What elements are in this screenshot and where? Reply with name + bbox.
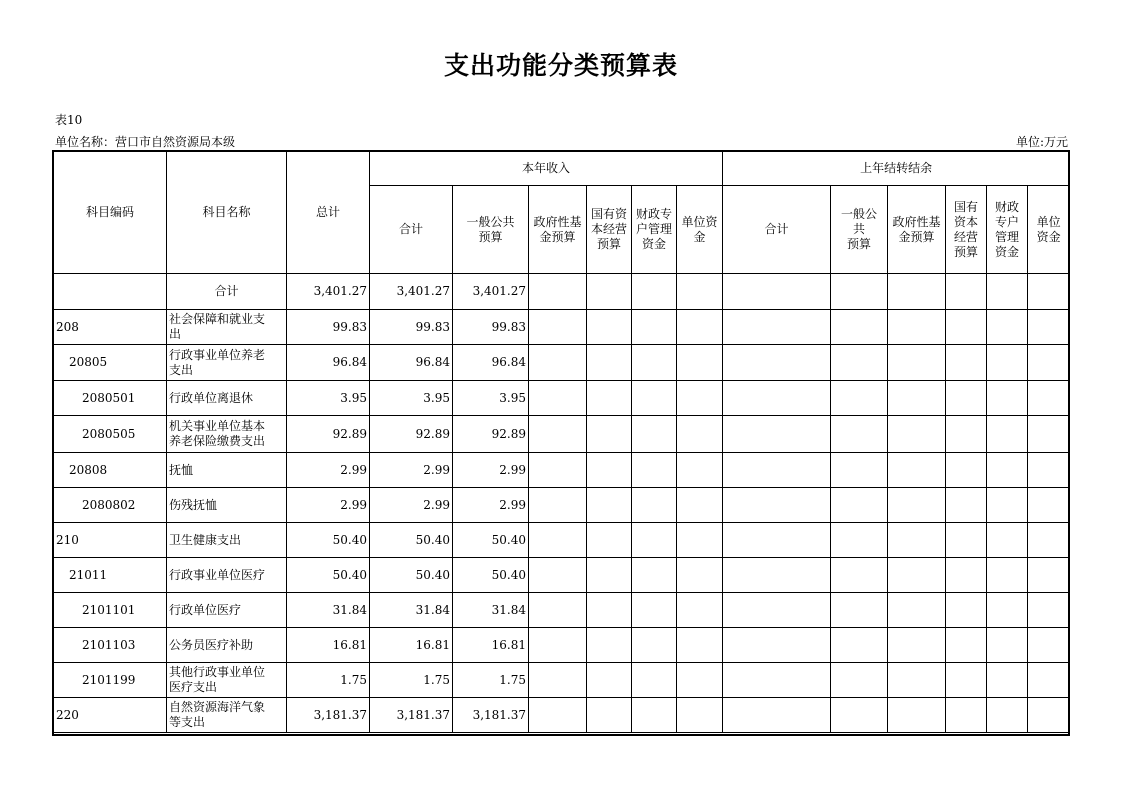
row-code: 2080501 bbox=[54, 381, 167, 416]
row-empty-cell bbox=[587, 593, 632, 628]
row-empty-cell bbox=[831, 593, 888, 628]
row-empty-cell bbox=[888, 558, 946, 593]
row-empty-cell bbox=[831, 381, 888, 416]
row-total: 3,401.27 bbox=[287, 274, 370, 310]
row-code bbox=[54, 274, 167, 310]
row-empty-cell bbox=[831, 558, 888, 593]
row-empty-cell bbox=[587, 523, 632, 558]
row-empty-cell bbox=[529, 345, 587, 381]
row-empty-cell bbox=[888, 593, 946, 628]
row-empty-cell bbox=[632, 593, 677, 628]
row-cy-total: 3,401.27 bbox=[370, 274, 453, 310]
row-empty-cell bbox=[723, 310, 831, 345]
header-cy-4: 财政专 户管理 资金 bbox=[632, 186, 677, 274]
row-empty-cell bbox=[587, 381, 632, 416]
row-empty-cell bbox=[1028, 628, 1070, 663]
header-co-3: 国有 资本 经营 预算 bbox=[946, 186, 987, 274]
header-co-0: 合计 bbox=[723, 186, 831, 274]
row-empty-cell bbox=[587, 453, 632, 488]
row-empty-cell bbox=[632, 523, 677, 558]
row-code: 2101103 bbox=[54, 628, 167, 663]
row-empty-cell bbox=[946, 453, 987, 488]
header-cy-1: 一般公共 预算 bbox=[453, 186, 529, 274]
row-empty-cell bbox=[529, 488, 587, 523]
row-empty-cell bbox=[888, 523, 946, 558]
row-empty-cell bbox=[946, 345, 987, 381]
row-empty-cell bbox=[831, 523, 888, 558]
header-co-2: 政府性基 金预算 bbox=[888, 186, 946, 274]
row-empty-cell bbox=[632, 310, 677, 345]
row-empty-cell bbox=[888, 274, 946, 310]
row-name: 机关事业单位基本 养老保险缴费支出 bbox=[167, 416, 287, 453]
row-total: 31.84 bbox=[287, 593, 370, 628]
row-cy-total: 96.84 bbox=[370, 345, 453, 381]
row-empty-cell bbox=[831, 310, 888, 345]
row-empty-cell bbox=[677, 628, 723, 663]
row-empty-cell bbox=[946, 628, 987, 663]
row-empty-cell bbox=[632, 663, 677, 698]
table-row bbox=[54, 416, 1070, 453]
row-empty-cell bbox=[723, 453, 831, 488]
row-empty-cell bbox=[529, 274, 587, 310]
row-empty-cell bbox=[987, 628, 1028, 663]
row-empty-cell bbox=[1028, 274, 1070, 310]
row-empty-cell bbox=[677, 381, 723, 416]
header-cy-2: 政府性基 金预算 bbox=[529, 186, 587, 274]
row-empty-cell bbox=[529, 416, 587, 453]
row-total: 1.75 bbox=[287, 663, 370, 698]
row-empty-cell bbox=[987, 416, 1028, 453]
row-empty-cell bbox=[946, 488, 987, 523]
row-empty-cell bbox=[946, 416, 987, 453]
table-row bbox=[54, 310, 1070, 345]
row-empty-cell bbox=[632, 453, 677, 488]
row-empty-cell bbox=[677, 453, 723, 488]
table-row bbox=[54, 593, 1070, 628]
row-empty-cell bbox=[587, 628, 632, 663]
row-empty-cell bbox=[946, 558, 987, 593]
row-total: 2.99 bbox=[287, 453, 370, 488]
row-empty-cell bbox=[987, 558, 1028, 593]
row-name: 行政单位医疗 bbox=[167, 593, 287, 628]
row-empty-cell bbox=[723, 593, 831, 628]
row-empty-cell bbox=[529, 558, 587, 593]
row-code: 2080505 bbox=[54, 416, 167, 453]
row-empty-cell bbox=[987, 453, 1028, 488]
row-total: 16.81 bbox=[287, 628, 370, 663]
row-name: 行政单位离退休 bbox=[167, 381, 287, 416]
row-name: 抚恤 bbox=[167, 453, 287, 488]
row-empty-cell bbox=[677, 558, 723, 593]
row-empty-cell bbox=[987, 345, 1028, 381]
row-cy-general: 3.95 bbox=[453, 381, 529, 416]
row-empty-cell bbox=[677, 593, 723, 628]
row-empty-cell bbox=[831, 416, 888, 453]
header-cy-3: 国有资 本经营 预算 bbox=[587, 186, 632, 274]
row-empty-cell bbox=[888, 488, 946, 523]
budget-table bbox=[53, 151, 1070, 733]
row-empty-cell bbox=[888, 345, 946, 381]
table-row bbox=[54, 628, 1070, 663]
row-empty-cell bbox=[831, 663, 888, 698]
row-empty-cell bbox=[677, 310, 723, 345]
header-co-4: 财政 专户 管理 资金 bbox=[987, 186, 1028, 274]
row-cy-total: 99.83 bbox=[370, 310, 453, 345]
row-empty-cell bbox=[946, 663, 987, 698]
row-name: 其他行政事业单位 医疗支出 bbox=[167, 663, 287, 698]
row-cy-general: 2.99 bbox=[453, 453, 529, 488]
row-cy-general: 50.40 bbox=[453, 523, 529, 558]
row-empty-cell bbox=[831, 698, 888, 733]
row-code: 220 bbox=[54, 698, 167, 733]
row-empty-cell bbox=[587, 345, 632, 381]
row-empty-cell bbox=[723, 558, 831, 593]
row-empty-cell bbox=[987, 381, 1028, 416]
row-empty-cell bbox=[1028, 593, 1070, 628]
row-name: 合计 bbox=[167, 274, 287, 310]
table-row bbox=[54, 523, 1070, 558]
row-empty-cell bbox=[1028, 488, 1070, 523]
row-cy-general: 31.84 bbox=[453, 593, 529, 628]
row-empty-cell bbox=[987, 663, 1028, 698]
table-frame-top bbox=[53, 150, 1069, 152]
row-empty-cell bbox=[677, 488, 723, 523]
row-empty-cell bbox=[987, 698, 1028, 733]
row-empty-cell bbox=[1028, 381, 1070, 416]
row-code: 2080802 bbox=[54, 488, 167, 523]
row-cy-total: 3.95 bbox=[370, 381, 453, 416]
table-row bbox=[54, 558, 1070, 593]
row-name: 行政事业单位养老 支出 bbox=[167, 345, 287, 381]
row-empty-cell bbox=[632, 345, 677, 381]
currency-unit: 单位:万元 bbox=[1015, 135, 1068, 149]
unit-name: 单位名称：营口市自然资源局本级 bbox=[55, 135, 236, 149]
row-empty-cell bbox=[677, 663, 723, 698]
row-total: 50.40 bbox=[287, 558, 370, 593]
row-empty-cell bbox=[1028, 310, 1070, 345]
row-empty-cell bbox=[831, 453, 888, 488]
row-empty-cell bbox=[888, 698, 946, 733]
row-empty-cell bbox=[529, 453, 587, 488]
row-empty-cell bbox=[632, 381, 677, 416]
row-empty-cell bbox=[831, 628, 888, 663]
row-empty-cell bbox=[587, 558, 632, 593]
row-empty-cell bbox=[529, 628, 587, 663]
row-total: 50.40 bbox=[287, 523, 370, 558]
row-total: 96.84 bbox=[287, 345, 370, 381]
header-code: 科目编码 bbox=[54, 152, 167, 274]
row-empty-cell bbox=[831, 488, 888, 523]
row-cy-total: 3,181.37 bbox=[370, 698, 453, 733]
row-empty-cell bbox=[723, 488, 831, 523]
row-empty-cell bbox=[587, 416, 632, 453]
table-row bbox=[54, 381, 1070, 416]
row-empty-cell bbox=[888, 416, 946, 453]
table-number: 表10 bbox=[55, 113, 83, 127]
row-cy-general: 50.40 bbox=[453, 558, 529, 593]
row-code: 21011 bbox=[54, 558, 167, 593]
row-cy-total: 92.89 bbox=[370, 416, 453, 453]
row-empty-cell bbox=[723, 345, 831, 381]
row-empty-cell bbox=[1028, 663, 1070, 698]
row-empty-cell bbox=[632, 488, 677, 523]
row-cy-general: 99.83 bbox=[453, 310, 529, 345]
header-total: 总计 bbox=[287, 152, 370, 274]
row-empty-cell bbox=[632, 628, 677, 663]
row-empty-cell bbox=[529, 381, 587, 416]
row-name: 行政事业单位医疗 bbox=[167, 558, 287, 593]
row-empty-cell bbox=[888, 453, 946, 488]
row-empty-cell bbox=[831, 274, 888, 310]
row-empty-cell bbox=[987, 274, 1028, 310]
row-empty-cell bbox=[677, 416, 723, 453]
row-cy-total: 50.40 bbox=[370, 558, 453, 593]
header-carryover: 上年结转结余 bbox=[723, 152, 1070, 186]
row-empty-cell bbox=[632, 274, 677, 310]
row-empty-cell bbox=[1028, 453, 1070, 488]
row-empty-cell bbox=[587, 663, 632, 698]
row-name: 自然资源海洋气象 等支出 bbox=[167, 698, 287, 733]
row-empty-cell bbox=[723, 416, 831, 453]
row-empty-cell bbox=[632, 416, 677, 453]
row-empty-cell bbox=[529, 523, 587, 558]
row-total: 3.95 bbox=[287, 381, 370, 416]
row-empty-cell bbox=[888, 628, 946, 663]
row-empty-cell bbox=[946, 698, 987, 733]
row-empty-cell bbox=[529, 310, 587, 345]
row-empty-cell bbox=[529, 593, 587, 628]
row-empty-cell bbox=[946, 274, 987, 310]
row-empty-cell bbox=[987, 310, 1028, 345]
header-cy-5: 单位资 金 bbox=[677, 186, 723, 274]
row-cy-total: 2.99 bbox=[370, 488, 453, 523]
table-row bbox=[54, 698, 1070, 733]
row-total: 2.99 bbox=[287, 488, 370, 523]
row-code: 2101199 bbox=[54, 663, 167, 698]
row-empty-cell bbox=[677, 274, 723, 310]
row-name: 社会保障和就业支 出 bbox=[167, 310, 287, 345]
page-title: 支出功能分类预算表 bbox=[443, 51, 678, 80]
row-empty-cell bbox=[888, 310, 946, 345]
row-code: 210 bbox=[54, 523, 167, 558]
row-cy-general: 2.99 bbox=[453, 488, 529, 523]
row-empty-cell bbox=[723, 698, 831, 733]
row-total: 92.89 bbox=[287, 416, 370, 453]
row-total: 3,181.37 bbox=[287, 698, 370, 733]
table-row bbox=[54, 345, 1070, 381]
row-cy-total: 1.75 bbox=[370, 663, 453, 698]
row-empty-cell bbox=[888, 381, 946, 416]
row-empty-cell bbox=[723, 663, 831, 698]
row-empty-cell bbox=[1028, 698, 1070, 733]
row-name: 伤残抚恤 bbox=[167, 488, 287, 523]
row-empty-cell bbox=[888, 663, 946, 698]
row-code: 208 bbox=[54, 310, 167, 345]
row-empty-cell bbox=[723, 523, 831, 558]
row-code: 20805 bbox=[54, 345, 167, 381]
row-code: 20808 bbox=[54, 453, 167, 488]
row-empty-cell bbox=[632, 558, 677, 593]
row-empty-cell bbox=[987, 488, 1028, 523]
table-row bbox=[54, 663, 1070, 698]
row-empty-cell bbox=[587, 310, 632, 345]
row-code: 2101101 bbox=[54, 593, 167, 628]
row-cy-general: 3,401.27 bbox=[453, 274, 529, 310]
header-co-1: 一般公 共 预算 bbox=[831, 186, 888, 274]
row-total: 99.83 bbox=[287, 310, 370, 345]
row-cy-total: 16.81 bbox=[370, 628, 453, 663]
row-empty-cell bbox=[677, 523, 723, 558]
header-current-year: 本年收入 bbox=[370, 152, 723, 186]
table-frame-bottom bbox=[53, 734, 1069, 736]
row-empty-cell bbox=[1028, 345, 1070, 381]
header-name: 科目名称 bbox=[167, 152, 287, 274]
row-empty-cell bbox=[529, 698, 587, 733]
row-empty-cell bbox=[587, 274, 632, 310]
row-cy-total: 50.40 bbox=[370, 523, 453, 558]
header-co-5: 单位 资金 bbox=[1028, 186, 1070, 274]
row-empty-cell bbox=[1028, 416, 1070, 453]
row-empty-cell bbox=[587, 698, 632, 733]
header-cy-0: 合计 bbox=[370, 186, 453, 274]
row-empty-cell bbox=[587, 488, 632, 523]
row-empty-cell bbox=[723, 628, 831, 663]
row-cy-general: 92.89 bbox=[453, 416, 529, 453]
row-cy-total: 31.84 bbox=[370, 593, 453, 628]
row-name: 卫生健康支出 bbox=[167, 523, 287, 558]
row-empty-cell bbox=[831, 345, 888, 381]
row-empty-cell bbox=[632, 698, 677, 733]
table-row-total bbox=[54, 274, 1070, 310]
row-empty-cell bbox=[1028, 558, 1070, 593]
row-empty-cell bbox=[723, 381, 831, 416]
row-name: 公务员医疗补助 bbox=[167, 628, 287, 663]
table-row bbox=[54, 488, 1070, 523]
row-empty-cell bbox=[946, 381, 987, 416]
row-empty-cell bbox=[677, 698, 723, 733]
row-empty-cell bbox=[1028, 523, 1070, 558]
row-empty-cell bbox=[946, 310, 987, 345]
row-cy-total: 2.99 bbox=[370, 453, 453, 488]
table-frame-left bbox=[52, 150, 54, 736]
table-frame-right bbox=[1068, 150, 1070, 736]
row-empty-cell bbox=[987, 523, 1028, 558]
row-empty-cell bbox=[946, 523, 987, 558]
row-empty-cell bbox=[529, 663, 587, 698]
table-row bbox=[54, 453, 1070, 488]
row-cy-general: 96.84 bbox=[453, 345, 529, 381]
row-empty-cell bbox=[723, 274, 831, 310]
row-cy-general: 16.81 bbox=[453, 628, 529, 663]
row-empty-cell bbox=[987, 593, 1028, 628]
row-cy-general: 1.75 bbox=[453, 663, 529, 698]
row-empty-cell bbox=[946, 593, 987, 628]
row-cy-general: 3,181.37 bbox=[453, 698, 529, 733]
row-empty-cell bbox=[677, 345, 723, 381]
